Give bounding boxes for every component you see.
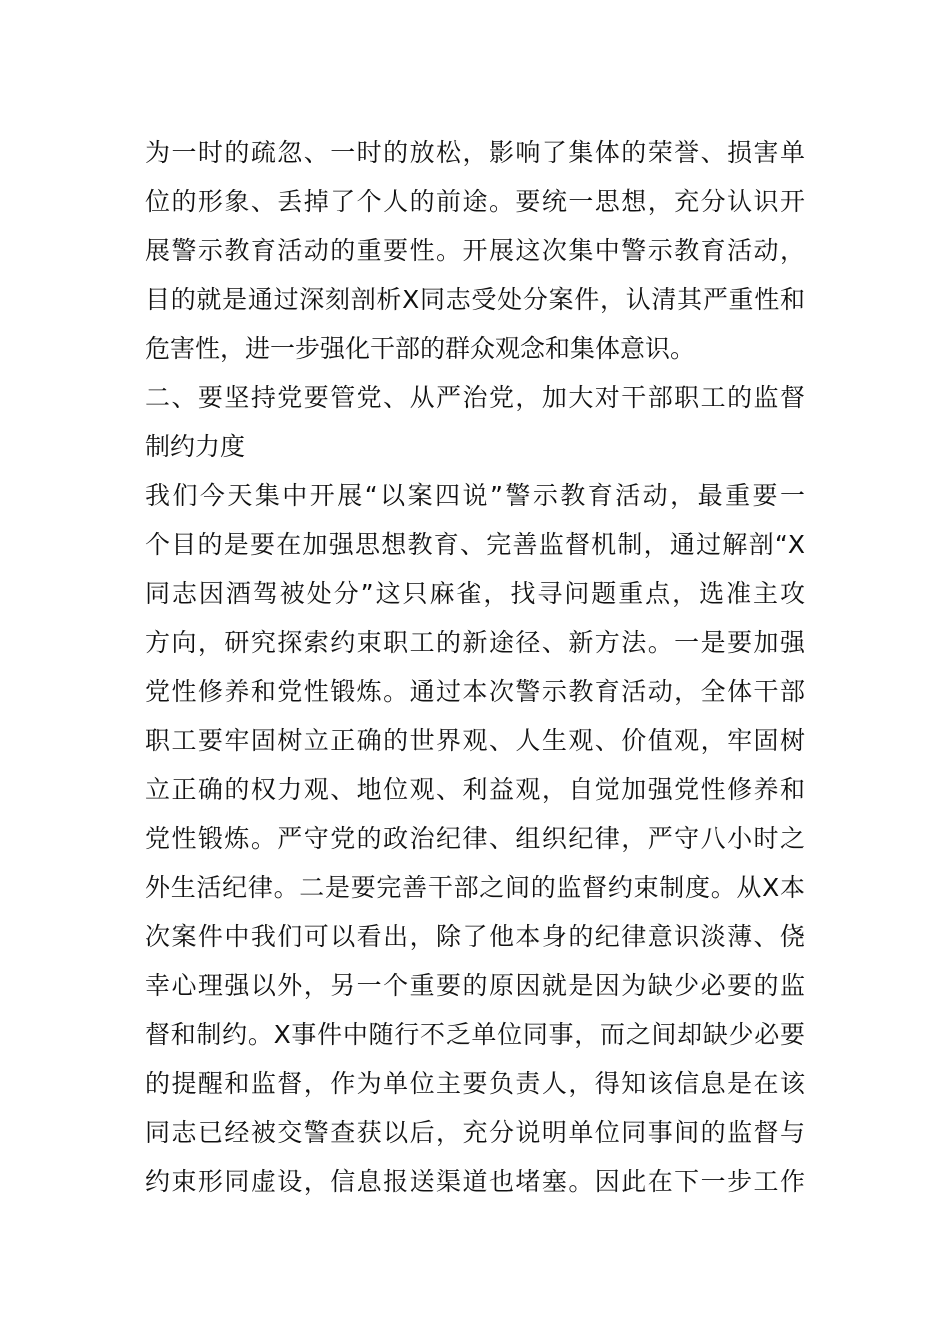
- text-line: 党性修养和党性锻炼。通过本次警示教育活动，全体干部: [145, 677, 805, 706]
- text-line: 为一时的疏忽、一时的放松，影响了集体的荣誉、损害单: [145, 138, 805, 167]
- text-line: 幸心理强以外，另一个重要的原因就是因为缺少必要的监: [145, 971, 805, 1000]
- text-line: 的提醒和监督，作为单位主要负责人，得知该信息是在该: [145, 1069, 805, 1098]
- section-heading-line: 二、要坚持党要管党、从严治党，加大对干部职工的监督: [145, 383, 805, 412]
- text-line: 个目的是要在加强思想教育、完善监督机制，通过解剖“X: [145, 530, 805, 559]
- text-line: 同志已经被交警查获以后，充分说明单位同事间的监督与: [145, 1118, 805, 1147]
- text-line: 我们今天集中开展“以案四说”警示教育活动，最重要一: [145, 481, 805, 510]
- text-line: 次案件中我们可以看出，除了他本身的纪律意识淡薄、侥: [145, 922, 805, 951]
- text-line: 目的就是通过深刻剖析X同志受处分案件，认清其严重性和: [145, 285, 805, 314]
- text-line: 职工要牢固树立正确的世界观、人生观、价值观，牢固树: [145, 726, 805, 755]
- text-line: 立正确的权力观、地位观、利益观，自觉加强党性修养和: [145, 775, 805, 804]
- text-line: 展警示教育活动的重要性。开展这次集中警示教育活动，: [145, 236, 805, 265]
- text-line: 约束形同虚设，信息报送渠道也堵塞。因此在下一步工作: [145, 1167, 805, 1196]
- text-line: 危害性，进一步强化干部的群众观念和集体意识。: [145, 334, 696, 363]
- text-line: 党性锻炼。严守党的政治纪律、组织纪律，严守八小时之: [145, 824, 805, 853]
- text-line: 外生活纪律。二是要完善干部之间的监督约束制度。从X本: [145, 873, 805, 902]
- text-line: 方向，研究探索约束职工的新途径、新方法。一是要加强: [145, 628, 805, 657]
- section-heading-line: 制约力度: [145, 432, 246, 461]
- text-line: 同志因酒驾被处分”这只麻雀，找寻问题重点，选准主攻: [145, 579, 805, 608]
- text-line: 督和制约。X事件中随行不乏单位同事，而之间却缺少必要: [145, 1020, 805, 1049]
- document-body: [145, 128, 805, 1206]
- text-line: 位的形象、丢掉了个人的前途。要统一思想，充分认识开: [145, 187, 805, 216]
